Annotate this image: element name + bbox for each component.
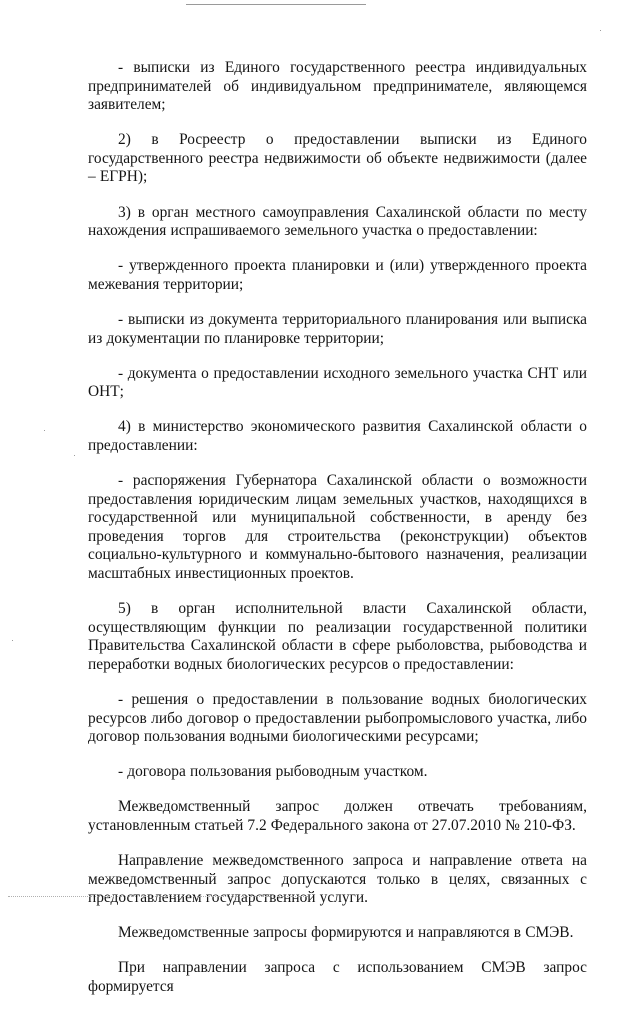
paragraph-planning-project: - утвержденного проекта планировки и (или) утвержденного проекта межевания территории;: [88, 257, 587, 293]
paragraph-territorial-planning-extract: - выписки из документа территориального планирования или выписка из документации по планировке территории;: [88, 310, 587, 347]
paragraph-fisheries-authority-request: 5) в орган исполнительной власти Сахалинской области, осуществляющим функции по реализации государственной политики Правительства Сахалинской области в сфере рыболовства, рыбоводства и переработки водных биологических ресурсов о предоставлении:: [88, 600, 587, 673]
paragraph-bioresources-decision: - решения о предоставлении в пользование водных биологических ресурсов либо договор о предоставлении рыбопромыслового участка, либо договор пользования водными биологическими ресурсами;: [88, 690, 587, 746]
paragraph-request-purpose: Направление межведомственного запроса и направление ответа на межведомственный запрос допускаются только в целях, связанных с предоставлением государственной услуги.: [88, 852, 587, 907]
paragraph-egrip-extract: - выписки из Единого государственного реестра индивидуальных предпринимателей об индивидуальном предпринимателе, являющемся заявителем;: [88, 59, 587, 114]
paragraph-economic-ministry-request: 4) в министерство экономического развития Сахалинской области о предоставлении:: [88, 418, 587, 454]
paragraph-snt-ont-document: - документа о предоставлении исходного земельного участка СНТ или ОНТ;: [88, 364, 587, 401]
paragraph-local-government-request: 3) в орган местного самоуправления Сахалинской области по месту нахождения испрашиваемого земельного участка о предоставлении:: [88, 203, 587, 240]
scan-noise-bottom: [8, 896, 308, 897]
paragraph-rosreestr-request: 2) в Росреестр о предоставлении выписки из Единого государственного реестра недвижимости об объекте недвижимости (далее – ЕГРН);: [88, 131, 587, 186]
paragraph-request-requirements: Межведомственный запрос должен отвечать требованиям, установленным статьей 7.2 Федерального закона от 27.07.2010 № 210-ФЗ.: [88, 798, 587, 834]
paragraph-smev-requests: Межведомственные запросы формируются и направляются в СМЭВ.: [118, 924, 574, 942]
scan-speck: [74, 455, 75, 456]
paragraph-smev-request-formation: При направлении запроса с использованием СМЭВ запрос формируется: [88, 959, 587, 995]
scan-edge-line: [186, 4, 366, 5]
paragraph-governor-order: - распоряжения Губернатора Сахалинской области о возможности предоставления юридическим лицам земельных участков, находящихся в государственной или муниципальной собственности, в аренду без проведения торгов для строительства (реконструкции) объектов социально-культурного и коммунально-бытового назначения, реализации масштабных инвестиционных проектов.: [88, 472, 587, 582]
document-body: [88, 59, 587, 1013]
scan-speck: [600, 30, 601, 31]
scan-speck: [12, 640, 13, 641]
scan-speck: [44, 430, 45, 431]
paragraph-fish-farming-contract: - договора пользования рыбоводным участком.: [118, 763, 428, 781]
